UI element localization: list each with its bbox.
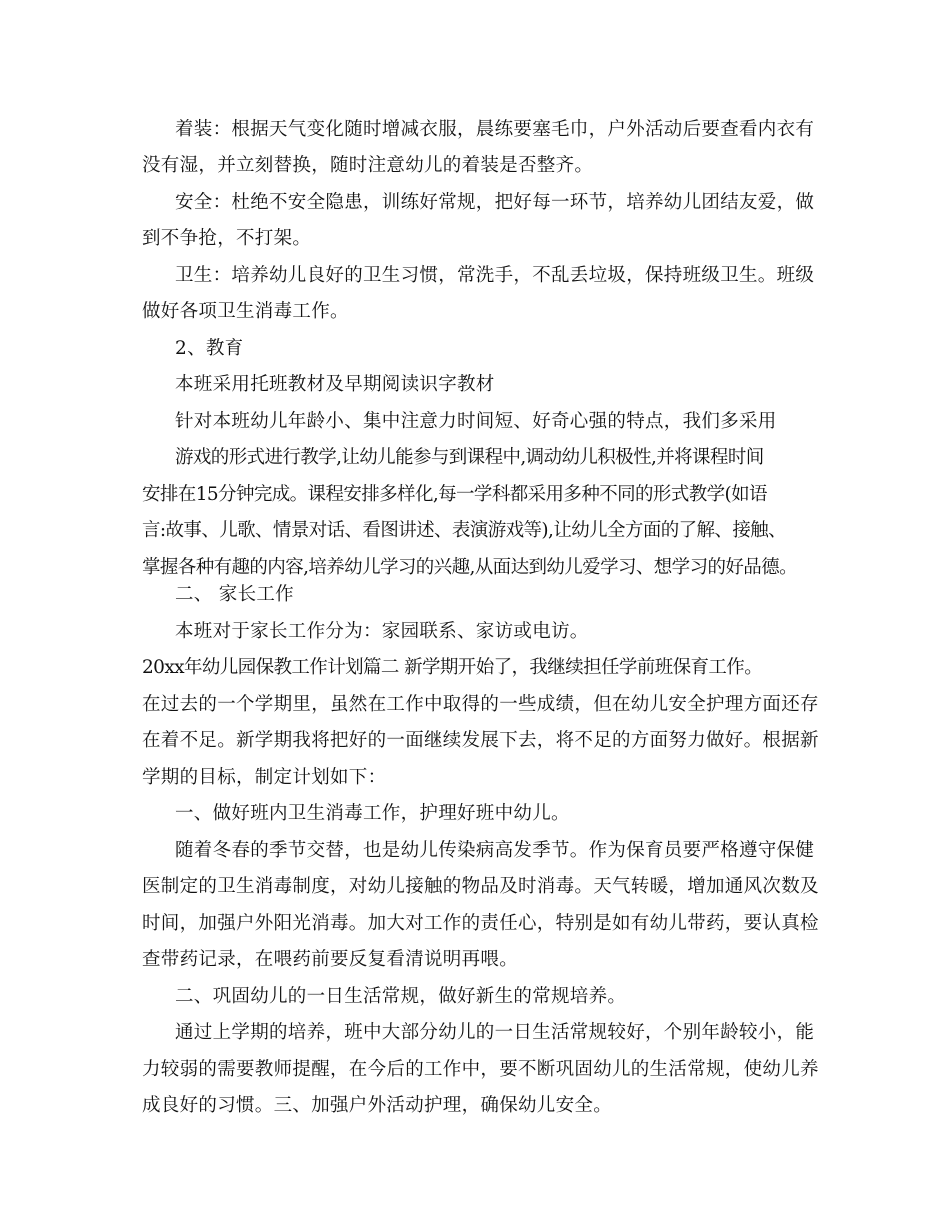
paragraph-line: 针对本班幼儿年龄小、集中注意力时间短、好奇心强的特点，我们多采用 xyxy=(175,411,777,432)
paragraph-line: 没有湿，并立刻替换，随时注意幼儿的着装是否整齐。 xyxy=(142,155,594,176)
paragraph-line: 着装：根据天气变化随时增减衣服，晨练要塞毛巾，户外活动后要查看内衣有 xyxy=(175,119,815,140)
paragraph-line: 时间，加强户外阳光消毒。加大对工作的责任心，特别是如有幼儿带药，要认真检 xyxy=(142,913,819,934)
paragraph-line: 言:故事、儿歌、情景对话、看图讲述、表演游戏等),让幼儿全方面的了解、接触、 xyxy=(142,520,787,541)
paragraph-line: 通过上学期的培养，班中大部分幼儿的一日生活常规较好，个别年龄较小，能 xyxy=(175,1022,815,1043)
section-heading: 一、做好班内卫生消毒工作，护理好班中幼儿。 xyxy=(175,803,570,824)
paragraph-line: 查带药记录，在喂药前要反复看清说明再喂。 xyxy=(142,949,519,970)
paragraph-line: 卫生：培养幼儿良好的卫生习惯，常洗手，不乱丢垃圾，保持班级卫生。班级 xyxy=(175,265,815,286)
paragraph-line: 安排在15分钟完成。课程安排多样化,每一学科都采用多种不同的形式教学(如语 xyxy=(142,484,767,505)
paragraph-line: 游戏的形式进行教学,让幼儿能参与到课程中,调动幼儿积极性,并将课程时间 xyxy=(175,447,764,468)
paragraph-line: 20xx年幼儿园保教工作计划篇二 新学期开始了，我继续担任学前班保育工作。 xyxy=(142,657,763,678)
paragraph-line: 到不争抢，不打架。 xyxy=(142,228,312,249)
paragraph-line: 本班采用托班教材及早期阅读识字教材 xyxy=(175,374,495,395)
paragraph-line: 安全：杜绝不安全隐患，训练好常规，把好每一环节，培养幼儿团结友爱，做 xyxy=(175,192,815,213)
section-heading: 2、教育 xyxy=(175,338,244,359)
paragraph-line: 随着冬春的季节交替，也是幼儿传染病高发季节。作为保育员要严格遵守保健 xyxy=(175,840,815,861)
paragraph-line: 本班对于家长工作分为：家园联系、家访或电访。 xyxy=(175,621,589,642)
paragraph-line: 学期的目标，制定计划如下： xyxy=(142,767,387,788)
paragraph-line: 在过去的一个学期里，虽然在工作中取得的一些成绩，但在幼儿安全护理方面还存 xyxy=(142,694,819,715)
paragraph-line: 成良好的习惯。三、加强户外活动护理，确保幼儿安全。 xyxy=(142,1095,613,1116)
paragraph-line: 医制定的卫生消毒制度，对幼儿接触的物品及时消毒。天气转暖，增加通风次数及 xyxy=(142,876,819,897)
paragraph-line: 在着不足。新学期我将把好的一面继续发展下去，将不足的方面努力做好。根据新 xyxy=(142,730,819,751)
section-heading: 二、巩固幼儿的一日生活常规，做好新生的常规培养。 xyxy=(175,986,627,1007)
paragraph-line: 力较弱的需要教师提醒，在今后的工作中，要不断巩固幼儿的生活常规，使幼儿养 xyxy=(142,1059,819,1080)
section-heading: 二、 家长工作 xyxy=(175,584,294,605)
paragraph-line: 做好各项卫生消毒工作。 xyxy=(142,301,349,322)
paragraph-line: 掌握各种有趣的内容,培养幼儿学习的兴趣,从面达到幼儿爱学习、想学习的好品德。 xyxy=(142,557,797,578)
